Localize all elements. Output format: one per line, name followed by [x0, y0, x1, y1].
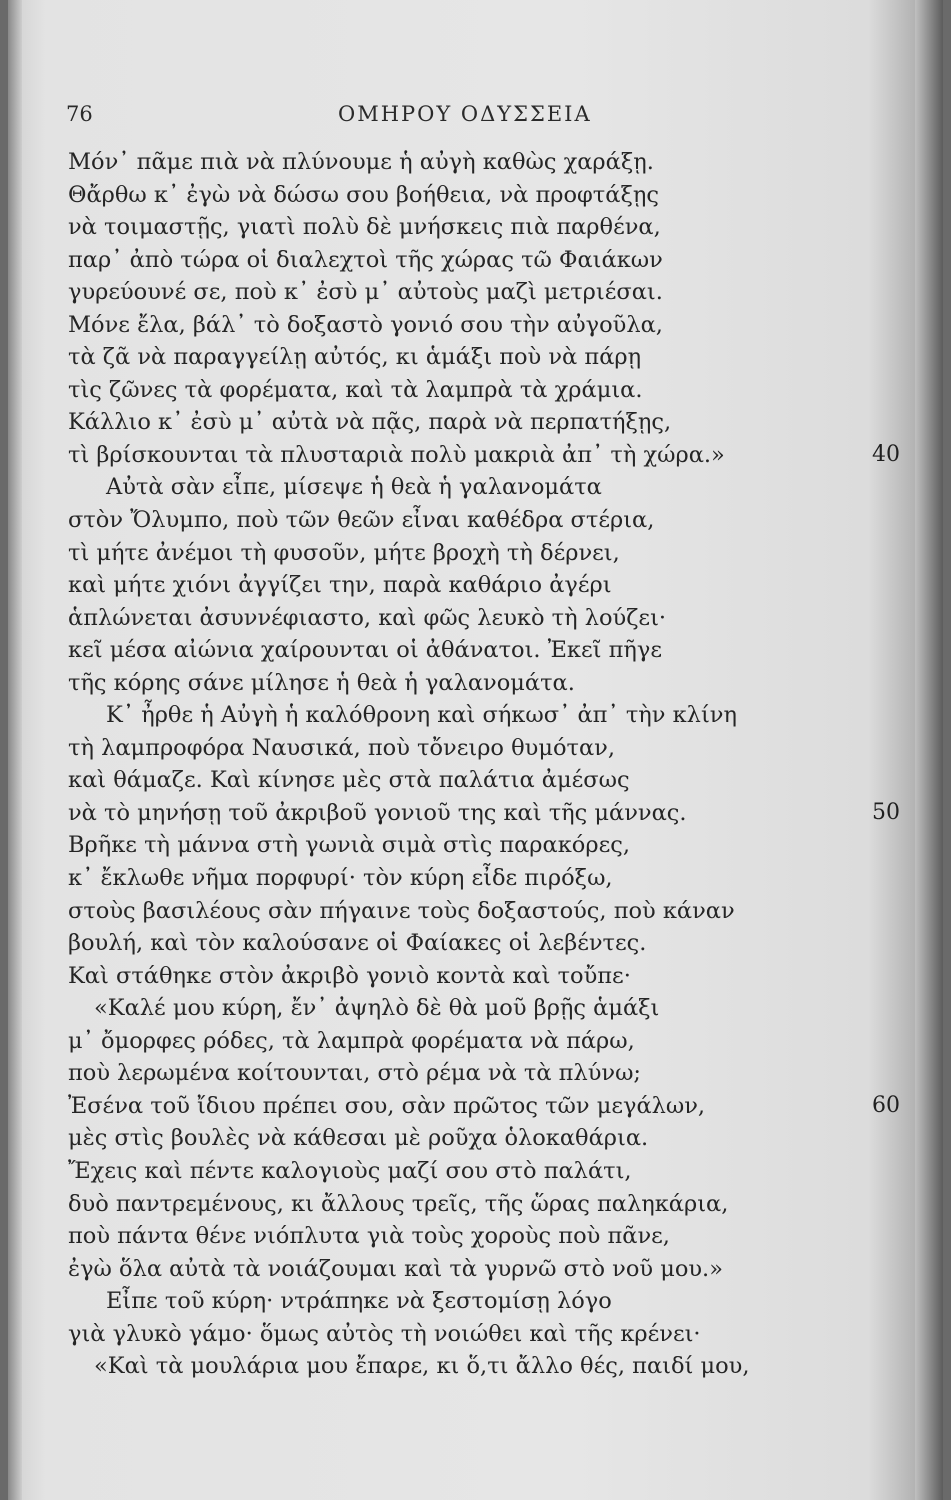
verse-line-text: ποὺ πάντα θένε νιόπλυτα γιὰ τοὺς χοροὺς ποὺ πᾶνε, — [68, 1223, 670, 1250]
poem-text — [8, 146, 943, 1383]
verse-line-text: Μόν᾽ πᾶμε πιὰ νὰ πλύνουμε ἡ αὐγὴ καθὼς χαράξῃ. — [68, 149, 654, 175]
verse-line-text: τὰ ζᾶ νὰ παραγγείλῃ αὐτός, κι ἁμάξι ποὺ νὰ πάρῃ — [68, 344, 642, 371]
verse-line-text: καὶ μήτε χιόνι ἀγγίζει την, παρὰ καθάριο ἀγέρι — [68, 572, 612, 599]
verse-line-text: Βρῆκε τὴ μάννα στὴ γωνιὰ σιμὰ στὶς παρακόρες, — [68, 832, 630, 859]
verse-line — [8, 211, 943, 244]
verse-line-text: ἐγὼ ὅλα αὐτὰ τὰ νοιάζουμαι καὶ τὰ γυρνῶ στὸ νοῦ μου.» — [68, 1255, 723, 1282]
verse-line — [8, 374, 943, 407]
verse-line — [8, 1188, 943, 1221]
verse-line-text: τὶ μήτε ἀνέμοι τὴ φυσοῦν, μήτε βροχὴ τὴ δέρνει, — [68, 539, 620, 566]
verse-line — [8, 764, 943, 797]
verse-line — [8, 1285, 943, 1318]
verse-line-text: ποὺ λερωμένα κοίτουνται, στὸ ρέμα νὰ τὰ πλύνω; — [68, 1060, 642, 1087]
verse-line — [8, 602, 943, 635]
verse-line-text: καὶ θάμαζε. Καὶ κίνησε μὲς στὰ παλάτια ἀμέσως — [68, 767, 630, 794]
verse-line-text: τὶ βρίσκουνται τὰ πλυσταριὰ πολὺ μακριὰ ἀπ᾽ τὴ χώρα.» — [68, 441, 725, 468]
verse-line-text: δυὸ παντρεμένους, κι ἄλλους τρεῖς, τῆς ὥρας παληκάρια, — [68, 1190, 729, 1217]
verse-line — [8, 309, 943, 342]
verse-line-text: Ἐσένα τοῦ ἴδιου πρέπει σου, σὰν πρῶτος τῶν μεγάλων, — [68, 1092, 706, 1119]
verse-line-number: 60 — [872, 1092, 900, 1118]
verse-line — [8, 244, 943, 277]
verse-line-number: 40 — [872, 441, 900, 467]
verse-line — [8, 1253, 943, 1286]
verse-line — [8, 537, 943, 570]
verse-line — [8, 439, 943, 472]
verse-line-text: Καὶ στάθηκε στὸν ἀκριβὸ γονιὸ κοντὰ καὶ τοὔπε· — [68, 962, 631, 989]
verse-line-text: κ᾽ ἔκλωθε νῆμα πορφυρί· τὸν κύρη εἶδε πιρόξω, — [68, 865, 613, 892]
verse-line — [8, 1350, 943, 1383]
verse-line-text: γιὰ γλυκὸ γάμο· ὅμως αὐτὸς τὴ νοιώθει καὶ τῆς κρένει· — [68, 1320, 701, 1347]
verse-line — [8, 862, 943, 895]
verse-line — [8, 927, 943, 960]
verse-line-text: νὰ τοιμαστῇς, γιατὶ πολὺ δὲ μνήσκεις πιὰ παρθένα, — [68, 214, 661, 241]
verse-line-text: τὶς ζῶνες τὰ φορέματα, καὶ τὰ λαμπρὰ τὰ χράμια. — [68, 376, 643, 403]
verse-line — [8, 829, 943, 862]
verse-line-text: Μόνε ἔλα, βάλ᾽ τὸ δοξαστὸ γονιό σου τὴν αὐγοῦλα, — [68, 311, 663, 338]
verse-line — [8, 179, 943, 212]
verse-line — [8, 1318, 943, 1351]
verse-line — [8, 699, 943, 732]
page-header — [8, 102, 943, 132]
verse-line-text: νὰ τὸ μηνήσῃ τοῦ ἀκριβοῦ γονιοῦ της καὶ τῆς μάννας. — [68, 799, 687, 826]
verse-line — [8, 732, 943, 765]
verse-line — [8, 1155, 943, 1188]
verse-line-text: «Καλέ μου κύρη, ἔν᾽ ἀψηλὸ δὲ θὰ μοῦ βρῇς ἁμάξι — [94, 995, 660, 1022]
page-number: 76 — [66, 102, 93, 126]
verse-line — [8, 895, 943, 928]
verse-line-text: μὲς στὶς βουλὲς νὰ κάθεσαι μὲ ροῦχα ὁλοκαθάρια. — [68, 1125, 649, 1152]
verse-line-text: τῆς κόρης σάνε μίλησε ἡ θεὰ ἡ γαλανομάτα. — [68, 669, 575, 696]
verse-line — [8, 504, 943, 537]
verse-line-text: γυρεύουνέ σε, ποὺ κ᾽ ἐσὺ μ᾽ αὐτοὺς μαζὶ μετριέσαι. — [68, 279, 663, 306]
running-title: ΟΜΗΡΟΥ ΟΔΥΣΣΕΙΑ — [338, 102, 592, 126]
verse-line — [8, 634, 943, 667]
verse-line-text: βουλή, καὶ τὸν καλούσανε οἱ Φαίακες οἱ λεβέντες. — [68, 930, 647, 957]
verse-line-text: Κ᾽ ἦρθε ἡ Αὐγὴ ἡ καλόθρονη καὶ σήκωσ᾽ ἀπ᾽ τὴν κλίνη — [106, 702, 737, 729]
verse-line — [8, 1122, 943, 1155]
verse-line-text: παρ᾽ ἀπὸ τώρα οἱ διαλεχτοὶ τῆς χώρας τῶ Φαιάκων — [68, 246, 663, 273]
verse-line-text: κεῖ μέσα αἰώνια χαίρουνται οἱ ἀθάνατοι. Ἐκεῖ πῆγε — [68, 637, 662, 664]
verse-line — [8, 1090, 943, 1123]
verse-line-text: τὴ λαμπροφόρα Ναυσικά, ποὺ τὄνειρο θυμόταν, — [68, 734, 615, 761]
verse-line-text: στὸν Ὄλυμπο, ποὺ τῶν θεῶν εἶναι καθέδρα στέρια, — [68, 507, 655, 534]
verse-line — [8, 992, 943, 1025]
verse-line-number: 50 — [872, 799, 900, 825]
verse-line — [8, 797, 943, 830]
verse-line-text: Κάλλιο κ᾽ ἐσὺ μ᾽ αὐτὰ νὰ πᾷς, παρὰ νὰ περπατήξῃς, — [68, 409, 672, 436]
verse-line-text: ἁπλώνεται ἀσυννέφιαστο, καὶ φῶς λευκὸ τὴ λούζει· — [68, 604, 667, 631]
verse-line — [8, 1220, 943, 1253]
verse-line — [8, 960, 943, 993]
verse-line-text: Ἔχεις καὶ πέντε καλογιοὺς μαζί σου στὸ παλάτι, — [68, 1157, 632, 1184]
verse-line-text: Εἶπε τοῦ κύρη· ντράπηκε νὰ ξεστομίσῃ λόγο — [106, 1288, 612, 1315]
verse-line — [8, 341, 943, 374]
verse-line-text: «Καὶ τὰ μουλάρια μου ἔπαρε, κι ὅ,τι ἄλλο θές, παιδί μου, — [94, 1353, 750, 1380]
verse-line — [8, 276, 943, 309]
verse-line — [8, 667, 943, 700]
verse-line-text: Θἄρθω κ᾽ ἐγὼ νὰ δώσω σου βοήθεια, νὰ προφτάξῃς — [68, 181, 659, 208]
verse-line — [8, 146, 943, 179]
verse-line — [8, 471, 943, 504]
book-page — [8, 0, 943, 1500]
verse-line — [8, 406, 943, 439]
verse-line-text: μ᾽ ὄμορφες ρόδες, τὰ λαμπρὰ φορέματα νὰ πάρω, — [68, 1027, 635, 1054]
verse-line-text: Αὐτὰ σὰν εἶπε, μίσεψε ἡ θεὰ ἡ γαλανομάτα — [106, 474, 602, 501]
verse-line-text: στοὺς βασιλέους σὰν πήγαινε τοὺς δοξαστούς, ποὺ κάναν — [68, 897, 735, 924]
verse-line — [8, 569, 943, 602]
verse-line — [8, 1025, 943, 1058]
verse-line — [8, 1057, 943, 1090]
